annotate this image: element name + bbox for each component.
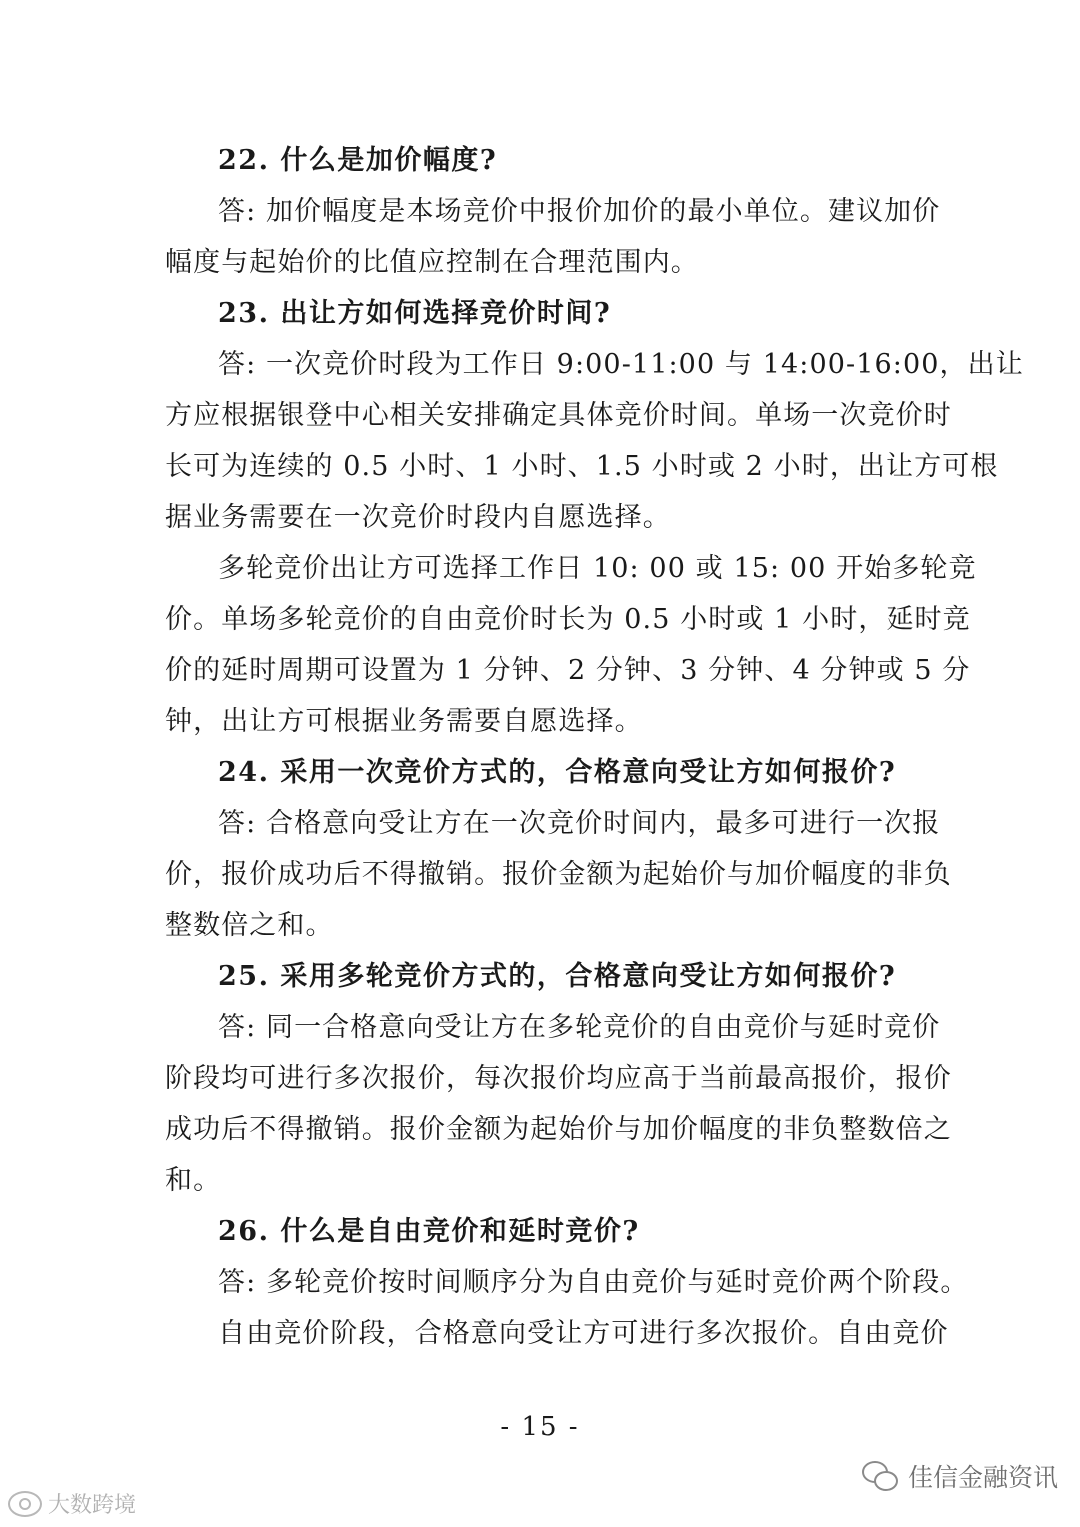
answer-paragraph-line: 长可为连续的 0.5 小时、1 小时、1.5 小时或 2 小时，出让方可根	[165, 451, 999, 482]
answer-paragraph-line: 方应根据银登中心相关安排确定具体竞价时间。单场一次竞价时	[165, 400, 952, 431]
answer-paragraph-line: 据业务需要在一次竞价时段内自愿选择。	[165, 502, 671, 533]
answer-paragraph-line: 多轮竞价出让方可选择工作日 10: 00 或 15: 00 开始多轮竞	[218, 553, 977, 584]
answer-paragraph-line: 成功后不得撤销。报价金额为起始价与加价幅度的非负整数倍之	[165, 1114, 952, 1145]
question-heading-24: 24. 采用一次竞价方式的，合格意向受让方如何报价?	[218, 757, 897, 788]
answer-paragraph-line: 答: 多轮竞价按时间顺序分为自由竞价与延时竞价两个阶段。	[218, 1267, 969, 1298]
corner-watermark	[8, 1488, 136, 1519]
answer-paragraph-line: 答: 同一合格意向受让方在多轮竞价的自由竞价与延时竞价	[218, 1012, 941, 1043]
wechat-icon	[862, 1461, 898, 1491]
question-heading-23: 23. 出让方如何选择竞价时间?	[218, 298, 612, 329]
answer-paragraph-line: 自由竞价阶段，合格意向受让方可进行多次报价。自由竞价	[218, 1318, 949, 1349]
logo-icon	[8, 1491, 42, 1517]
wechat-watermark	[862, 1458, 1058, 1494]
watermark-account-name: 佳信金融资讯	[907, 1463, 1058, 1492]
answer-paragraph-line: 价。单场多轮竞价的自由竞价时长为 0.5 小时或 1 小时，延时竞	[165, 604, 971, 635]
answer-paragraph-line: 答: 合格意向受让方在一次竞价时间内，最多可进行一次报	[218, 808, 941, 839]
page-number: - 15 -	[500, 1412, 580, 1442]
answer-paragraph-line: 阶段均可进行多次报价，每次报价均应高于当前最高报价，报价	[165, 1063, 952, 1094]
answer-paragraph-line: 答: 一次竞价时段为工作日 9:00-11:00 与 14:00-16:00，出让	[218, 349, 1024, 380]
answer-paragraph-line: 整数倍之和。	[165, 910, 334, 941]
answer-paragraph-line: 幅度与起始价的比值应控制在合理范围内。	[165, 247, 699, 278]
answer-paragraph-line: 答: 加价幅度是本场竞价中报价加价的最小单位。建议加价	[218, 196, 941, 227]
answer-paragraph-line: 钟，出让方可根据业务需要自愿选择。	[165, 706, 643, 737]
question-heading-22: 22. 什么是加价幅度?	[218, 145, 498, 176]
question-heading-26: 26. 什么是自由竞价和延时竞价?	[218, 1216, 640, 1247]
document-body	[165, 135, 1024, 1359]
watermark-brand-name: 大数跨境	[48, 1493, 137, 1518]
answer-paragraph-line: 价的延时周期可设置为 1 分钟、2 分钟、3 分钟、4 分钟或 5 分	[165, 655, 971, 686]
answer-paragraph-line: 和。	[165, 1165, 222, 1196]
answer-paragraph-line: 价，报价成功后不得撤销。报价金额为起始价与加价幅度的非负	[165, 859, 952, 890]
question-heading-25: 25. 采用多轮竞价方式的，合格意向受让方如何报价?	[218, 961, 897, 992]
